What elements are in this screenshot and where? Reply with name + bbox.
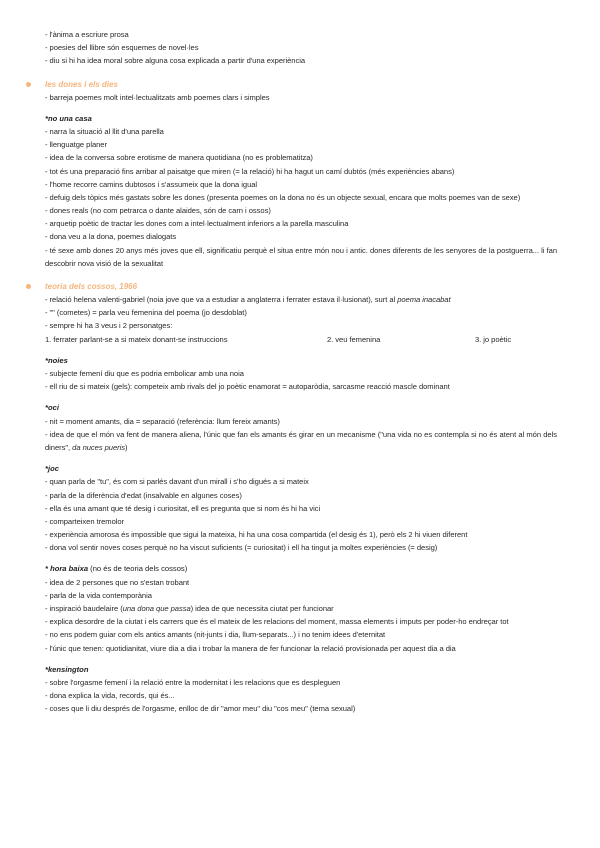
text-line: - dona veu a la dona, poemes dialogats — [45, 232, 177, 242]
quoted-title: da nuces pueris — [72, 442, 126, 452]
text-line: - sempre hi ha 3 veus i 2 personatges: — [45, 321, 173, 331]
text-line: - té sexe amb dones 20 anys més joves que ell, significatiu perquè el situa entre món nou i antic. dones diferents de les senyores de la postguerra... li fan descobrir nova visió de la sexualitat — [45, 245, 557, 268]
text-line: - idea de que el món va fent de manera aliena, l'únic que fan els amants és girar en un mecanisme ("una vida no es contempla si no és atent al món dels diners", da nuces pueris) — [45, 429, 557, 452]
text-line: - parla de la vida contemporània — [45, 590, 152, 600]
text-line: - idea de la conversa sobre erotisme de manera quotidiana (no es problematitza) — [45, 153, 313, 163]
heading-note: (no és de teoria dels cossos) — [88, 564, 188, 574]
text-line: - nit = moment amants, dia = separació (referència: llum fereix amants) — [45, 416, 280, 426]
text-line: - experiència amorosa és impossible que sigui la mateixa, hi ha una cosa compartida (el desig és 1), però els 2 hi viuen diferent — [45, 530, 468, 540]
text-line: - comparteixen tremolor — [45, 516, 125, 526]
text-line: - "" (cometes) = parla veu femenina del poema (jo desdoblat) — [45, 308, 247, 318]
text-line: - tot és una preparació fins arribar al paisatge que miren (= la relació) hi ha hagut un camí dubtós (més experiències abans) — [45, 166, 455, 176]
text-line: - explica desordre de la ciutat i els carrers que és el mateix de les relacions del moment, massa elements i imputs per poder-ho endreçar tot — [45, 617, 509, 627]
bullet-icon — [26, 82, 31, 87]
text-line: - ella és una amant que té desig i curiositat, ell es pregunta que si nom és hi ha vici — [45, 503, 321, 513]
text-line: - dona explica la vida, records, qui és... — [45, 691, 175, 701]
text-line: - dones reals (no com petrarca o dante alaides, són de carn i ossos) — [45, 206, 271, 216]
text-line: - arquetip poètic de tractar les dones com a intel·lectualment inferiors a la parella masculina — [45, 219, 349, 229]
poem-title: poema inacabat — [397, 295, 451, 305]
notes-content — [45, 28, 557, 716]
section-heading — [45, 280, 557, 293]
text-line: - subjecte femení diu que es podria embolicar amb una noia — [45, 368, 244, 378]
voice-item: 3. jo poètic — [475, 334, 512, 344]
text-line: - quan parla de "tu", és com si parlés davant d'un mirall i s'ho digués a si mateix — [45, 477, 309, 487]
poem-heading: * hora baixa (no és de teoria dels cossos) — [45, 564, 188, 574]
text-line: - defuig dels tòpics més gastats sobre les dones (presenta poemes on la dona no és un objecte sexual, encara que molts poemes van de sexe) — [45, 192, 521, 202]
section-heading — [45, 78, 557, 91]
poem-heading: *noies — [45, 355, 68, 365]
text-line: - llenguatge planer — [45, 140, 107, 150]
text-line: - no ens podem guiar com els antics amants (nit-junts i dia, llum-separats...) i no tenim idees d'eternitat — [45, 630, 386, 640]
bullet-icon — [26, 284, 31, 289]
text-line: - ell riu de si mateix (gels): competeix amb rivals del jo poètic enamorat = autoparòdia, sarcasme reacció mascle dominant — [45, 382, 450, 392]
poem-title: una dona que passa — [122, 604, 191, 614]
text-line: - sobre l'orgasme femení i la relació entre la modernitat i les relacions que es despleguen — [45, 677, 341, 687]
poem-heading: *joc — [45, 464, 59, 474]
voices-row — [45, 333, 557, 346]
section-heading-text: teoria dels cossos, 1966 — [45, 282, 138, 292]
text-line: - l'ànima a escriure prosa — [45, 30, 129, 39]
text-line: - narra la situació al llit d'una parella — [45, 126, 164, 136]
poem-heading: *oci — [45, 403, 59, 413]
text-line: - dona vol sentir noves coses perquè no ha viscut suficients (= curiositat) i ell ha tingut ja moltes experiències (= desig) — [45, 543, 438, 553]
text-line: - relació helena valenti-gabriel (noia jove que va a estudiar a anglaterra i ferrater estava il·lusionat), surt al poema inacabat — [45, 295, 451, 305]
voice-item: 1. ferrater parlant-se a si mateix donant-se instruccions — [45, 334, 228, 344]
text-line: - idea de 2 persones que no s'estan trobant — [45, 577, 190, 587]
text-line: - coses que li diu després de l'orgasme, enlloc de dir "amor meu" diu "cos meu" (tema sexual) — [45, 704, 356, 714]
text-line: - diu si hi ha idea moral sobre alguna cosa explicada a partir d'una experiència — [45, 56, 306, 66]
poem-heading: *kensington — [45, 664, 89, 674]
text-line: - poesies del llibre són esquemes de novel·les — [45, 43, 199, 53]
text-line: - barreja poemes molt intel·lectualitzats amb poemes clars i simples — [45, 92, 270, 102]
text-line: - l'únic que tenen: quotidianitat, viure dia a dia i trobar la manera de fer funcionar la relació provisionada per aquest dia a dia — [45, 643, 456, 653]
section-heading-text: les dones i els dies — [45, 79, 118, 89]
text-line: - inspiració baudelaire (una dona que passa) idea de que necessita ciutat per funcionar — [45, 604, 334, 614]
voice-item: 2. veu femenina — [327, 334, 381, 344]
text-line: - l'home recorre camins dubtosos i s'assumeix que la dona igual — [45, 179, 258, 189]
poem-heading: *no una casa — [45, 113, 92, 123]
text-line: - parla de la diferència d'edat (insalvable en algunes coses) — [45, 490, 242, 500]
